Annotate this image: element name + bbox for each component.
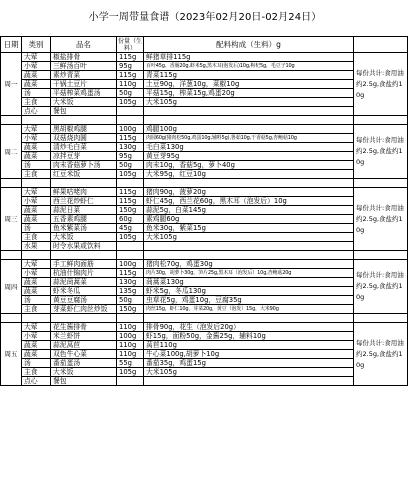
ingredients-cell: 大米95g，红豆10g [144, 170, 354, 179]
nutrition-note: 每份共计:食用油约2.5g,食盐约10g [354, 125, 408, 179]
amount-cell: 115g [117, 197, 144, 206]
amount-cell: 135g [117, 287, 144, 296]
category-cell: 点心 [22, 377, 51, 386]
ingredients-cell: 青菜115g [144, 71, 354, 80]
amount-cell: 115g [117, 53, 144, 62]
spacer-row [1, 314, 408, 323]
amount-cell: 55g [117, 359, 144, 368]
amount-cell: 50g [117, 89, 144, 98]
spacer-cell [51, 251, 117, 260]
dish-name-cell: 凉拌豆芽 [51, 152, 117, 161]
table-row [1, 197, 408, 206]
nutrition-note: 每份共计:食用油约2.5g,食盐约10g [354, 53, 408, 116]
ingredients-cell: 猪肉90g，菠萝20g [144, 188, 354, 197]
ingredients-cell: 肉片30g，胡萝卜30g，笋片25g,黑木耳（泡发后）10g,杏鲍菇20g [144, 269, 354, 278]
amount-cell: 130g [117, 278, 144, 287]
dish-name-cell: 平菇榨菜鸡蛋汤 [51, 89, 117, 98]
table-row [1, 125, 408, 134]
amount-cell: 105g [117, 170, 144, 179]
ingredients-cell: 莴苣110g [144, 341, 354, 350]
category-cell: 蔬菜 [22, 215, 51, 224]
dish-name-cell: 红豆米饭 [51, 170, 117, 179]
amount-cell: 95g [117, 62, 144, 71]
category-cell: 蔬菜 [22, 80, 51, 89]
table-row [1, 368, 408, 377]
dish-name-cell: 西兰花炒虾仁 [51, 197, 117, 206]
table-row [1, 224, 408, 233]
table-row [1, 323, 408, 332]
spacer-cell [22, 179, 51, 188]
spacer-cell [354, 251, 408, 260]
category-cell: 汤 [22, 224, 51, 233]
category-cell: 小荤 [22, 197, 51, 206]
nutrition-note: 每份共计:食用油约2.5g,食盐约10g [354, 260, 408, 314]
amount-cell: 50g [117, 161, 144, 170]
table-row [1, 188, 408, 197]
amount-cell: 110g [117, 80, 144, 89]
category-cell: 蔬菜 [22, 143, 51, 152]
dish-name-cell: 双色牛心菜 [51, 350, 117, 359]
dish-name-cell: 干锅土豆片 [51, 80, 117, 89]
ingredients-cell: 虾15g，面粉50g，金酱25g，辅料10g [144, 332, 354, 341]
amount-cell: 130g [117, 143, 144, 152]
ingredients-cell: 大米105g [144, 98, 354, 107]
menu-table [0, 36, 408, 386]
spacer-cell [22, 314, 51, 323]
dish-name-cell: 鲜果咕咾肉 [51, 188, 117, 197]
header-amount: 份量（生料） [117, 37, 142, 52]
spacer-cell [51, 116, 117, 125]
header-date: 日期 [1, 37, 22, 53]
spacer-cell [354, 314, 408, 323]
spacer-cell [51, 179, 117, 188]
table-row [1, 134, 408, 143]
category-cell: 小荤 [22, 62, 51, 71]
category-cell: 大荤 [22, 323, 51, 332]
amount-cell: 110g [117, 323, 144, 332]
category-cell: 主食 [22, 305, 51, 314]
dish-name-cell: 蒜泥莴苣 [51, 341, 117, 350]
amount-cell: 50g [117, 296, 144, 305]
table-row [1, 80, 408, 89]
category-cell: 主食 [22, 368, 51, 377]
table-row [1, 233, 408, 242]
table-row [1, 71, 408, 80]
amount-cell [117, 242, 144, 251]
spacer-row [1, 116, 408, 125]
spacer-cell [1, 116, 22, 125]
ingredients-cell: 毛白菜130g [144, 143, 354, 152]
spacer-cell [22, 116, 51, 125]
category-cell: 蔬菜 [22, 152, 51, 161]
category-cell: 点心 [22, 107, 51, 116]
dish-name-cell: 黄豆豆腐汤 [51, 296, 117, 305]
table-row [1, 350, 408, 359]
ingredients-cell: 肉丝15g，虾仁10g，芽菜20g，黄豆（泡发）15g，大米90g [144, 305, 354, 314]
ingredients-cell: 虾米5g，冬瓜130g [144, 287, 354, 296]
table-row [1, 152, 408, 161]
nutrition-note: 每份共计:食用油约2.5g,食盐约10g [354, 323, 408, 386]
dish-name-cell: 大米饭 [51, 98, 117, 107]
ingredients-cell [144, 242, 354, 251]
dish-name-cell: 椒盐排骨 [51, 53, 117, 62]
dish-name-cell: 大米饭 [51, 233, 117, 242]
ingredients-cell: 番茄35g，鸡蛋15g [144, 359, 354, 368]
amount-cell: 115g [117, 269, 144, 278]
category-cell: 大荤 [22, 188, 51, 197]
category-cell: 蔬菜 [22, 287, 51, 296]
ingredients-cell: 百叶45g、香肠20g,虾米5g,黑木耳(泡发后)10g,枸杞5g，毛豆子10g [144, 62, 354, 71]
category-cell: 蔬菜 [22, 71, 51, 80]
table-row [1, 260, 408, 269]
day-cell: 周五 [1, 323, 22, 386]
category-cell: 汤 [22, 296, 51, 305]
table-row [1, 332, 408, 341]
header-note [354, 37, 408, 53]
spacer-cell [354, 179, 408, 188]
ingredients-cell: 鱼米30g，紫菜15g [144, 224, 354, 233]
dish-name-cell: 花生酱排骨 [51, 323, 117, 332]
ingredients-cell: 茼蒿菜130g [144, 278, 354, 287]
category-cell: 大荤 [22, 53, 51, 62]
dish-name-cell: 时令水果或饮料 [51, 242, 117, 251]
amount-cell: 115g [117, 134, 144, 143]
category-cell: 主食 [22, 98, 51, 107]
category-cell: 小荤 [22, 269, 51, 278]
spacer-cell [1, 314, 22, 323]
table-row [1, 278, 408, 287]
amount-cell: 110g [117, 341, 144, 350]
amount-cell: 100g [117, 260, 144, 269]
ingredients-cell: 素鸡腿60g [144, 215, 354, 224]
spacer-row [1, 251, 408, 260]
ingredients-cell: 肉圆60g(猪肉松50g,鸡蛋10g,辅料5g),鲁茹10g,干香菇5g,杏鲍菇10g [144, 134, 354, 143]
amount-cell: 105g [117, 233, 144, 242]
amount-cell: 100g [117, 332, 144, 341]
table-row [1, 98, 408, 107]
amount-cell: 110g [117, 350, 144, 359]
page-title: 小学一周带量食谱（2023年02月20日-02月24日） [88, 12, 322, 23]
table-row [1, 296, 408, 305]
spacer-row [1, 179, 408, 188]
category-cell: 汤 [22, 89, 51, 98]
dish-name-cell: 番茄蛋汤 [51, 359, 117, 368]
ingredients-cell: 虾仁45g，西兰花60g，黑木耳（泡发后）10g [144, 197, 354, 206]
table-row [1, 242, 408, 251]
amount-cell: 150g [117, 305, 144, 314]
category-cell: 主食 [22, 170, 51, 179]
dish-name-cell: 杭油什锦肉片 [51, 269, 117, 278]
table-row [1, 53, 408, 62]
ingredients-cell: 大米105g [144, 368, 354, 377]
dish-name-cell: 米兰虾饼 [51, 332, 117, 341]
spacer-cell [1, 251, 22, 260]
table-row [1, 305, 408, 314]
spacer-cell [144, 179, 354, 188]
category-cell: 汤 [22, 161, 51, 170]
dish-name-cell: 肉末香菇萝卜汤 [51, 161, 117, 170]
dish-name-cell: 蒜泥日菜 [51, 206, 117, 215]
category-cell: 小荤 [22, 332, 51, 341]
spacer-cell [22, 251, 51, 260]
ingredients-cell: 虫草花5g，鸡蛋10g，豆腐35g [144, 296, 354, 305]
category-cell: 蔬菜 [22, 206, 51, 215]
ingredients-cell: 牛心菜100g,胡萝卜10g [144, 350, 354, 359]
category-cell: 蔬菜 [22, 278, 51, 287]
table-row [1, 287, 408, 296]
day-cell: 周三 [1, 188, 22, 251]
amount-cell: 105g [117, 98, 144, 107]
dish-name-cell: 黑胡椒鸡腿 [51, 125, 117, 134]
category-cell: 主食 [22, 233, 51, 242]
ingredients-cell: 大米105g [144, 233, 354, 242]
category-cell: 大荤 [22, 260, 51, 269]
dish-name-cell: 餐包 [51, 107, 117, 116]
ingredients-cell: 鸡腿100g [144, 125, 354, 134]
dish-name-cell: 鱼米紫菜汤 [51, 224, 117, 233]
ingredients-cell: 黄豆芽95g [144, 152, 354, 161]
ingredients-cell [144, 377, 354, 386]
header-dish: 品名 [51, 37, 117, 53]
ingredients-cell: 土豆90g，洋葱10g，菜椒10g [144, 80, 354, 89]
dish-name-cell: 芽菜虾仁肉丝炒饭 [51, 305, 117, 314]
spacer-cell [117, 116, 144, 125]
table-row [1, 62, 408, 71]
spacer-cell [117, 179, 144, 188]
table-row [1, 206, 408, 215]
spacer-cell [354, 116, 408, 125]
dish-name-cell: 五香素鸡腿 [51, 215, 117, 224]
amount-cell: 105g [117, 368, 144, 377]
dish-name-cell: 蒜泥茼蒿菜 [51, 278, 117, 287]
nutrition-note: 每份共计:食用油约2.5g,食盐约10g [354, 188, 408, 251]
category-cell: 汤 [22, 359, 51, 368]
category-cell: 水果 [22, 242, 51, 251]
day-cell: 周二 [1, 125, 22, 179]
table-row [1, 359, 408, 368]
dish-name-cell: 餐包 [51, 377, 117, 386]
ingredients-cell: 鲜猪草排115g [144, 53, 354, 62]
amount-cell [117, 107, 144, 116]
amount-cell: 60g [117, 215, 144, 224]
ingredients-cell: 猪肉松70g，鸡蛋30g [144, 260, 354, 269]
ingredients-cell: 排骨90g，花生（泡发后20g） [144, 323, 354, 332]
table-row [1, 269, 408, 278]
dish-name-cell: 双菇烧肉圆 [51, 134, 117, 143]
spacer-cell [144, 116, 354, 125]
category-cell: 蔬菜 [22, 341, 51, 350]
spacer-cell [144, 314, 354, 323]
table-row [1, 215, 408, 224]
ingredients-cell: 平菇15g，榨菜15g,鸡蛋20g [144, 89, 354, 98]
spacer-cell [117, 314, 144, 323]
table-row [1, 143, 408, 152]
spacer-cell [51, 314, 117, 323]
category-cell: 小荤 [22, 134, 51, 143]
header-row [1, 37, 408, 53]
dish-name-cell: 清炒毛白菜 [51, 143, 117, 152]
dish-name-cell: 手工鲜肉面筋 [51, 260, 117, 269]
table-row [1, 89, 408, 98]
category-cell: 蔬菜 [22, 350, 51, 359]
spacer-cell [144, 251, 354, 260]
header-ingredients: 配料构成（生料）g [144, 37, 354, 53]
table-row [1, 377, 408, 386]
day-cell: 周一 [1, 53, 22, 116]
amount-cell: 100g [117, 125, 144, 134]
amount-cell [117, 377, 144, 386]
ingredients-cell: 肉末10g，香菇5g，萝卜40g [144, 161, 354, 170]
category-cell: 大荤 [22, 125, 51, 134]
dish-name-cell: 虾米冬瓜 [51, 287, 117, 296]
table-row [1, 341, 408, 350]
amount-cell: 115g [117, 71, 144, 80]
amount-cell: 150g [117, 206, 144, 215]
amount-cell: 115g [117, 188, 144, 197]
table-row [1, 161, 408, 170]
spacer-cell [1, 179, 22, 188]
table-row [1, 107, 408, 116]
dish-name-cell: 大米饭 [51, 368, 117, 377]
ingredients-cell: 蒜泥5g，白菜145g [144, 206, 354, 215]
dish-name-cell: 三鲜汤百叶 [51, 62, 117, 71]
menu-body [1, 53, 408, 386]
amount-cell: 95g [117, 152, 144, 161]
day-cell: 周四 [1, 260, 22, 314]
dish-name-cell: 素炒青菜 [51, 71, 117, 80]
amount-cell: 45g [117, 224, 144, 233]
header-category: 类别 [22, 37, 51, 53]
spacer-cell [117, 251, 144, 260]
ingredients-cell [144, 107, 354, 116]
table-row [1, 170, 408, 179]
